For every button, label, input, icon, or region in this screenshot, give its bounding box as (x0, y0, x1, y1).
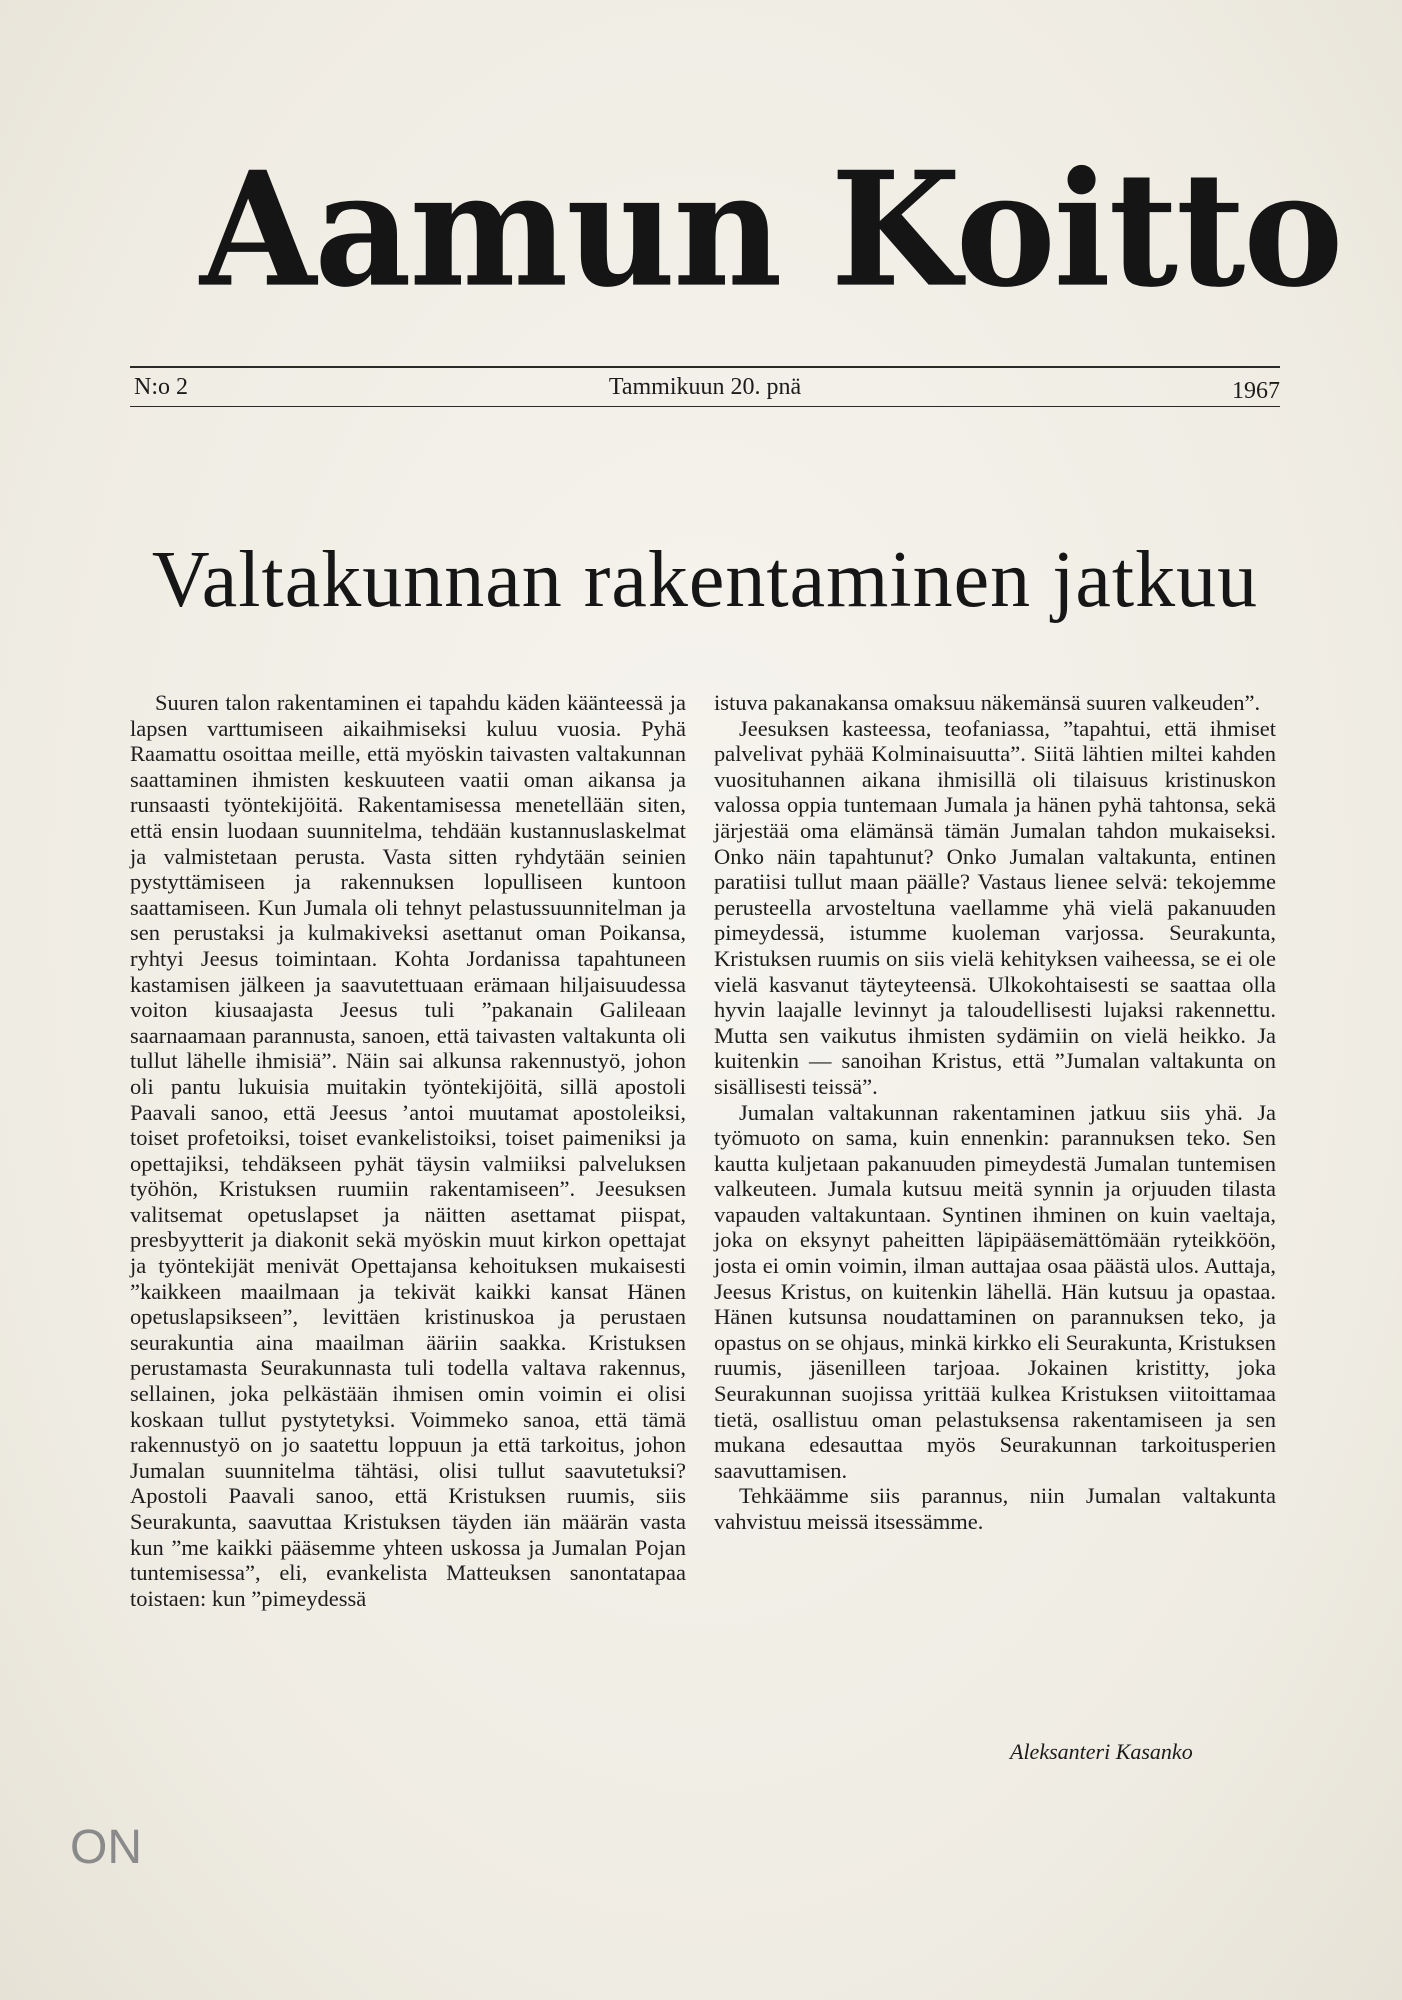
issue-info-row (130, 370, 1280, 404)
article-paragraph: Tehkäämme siis parannus, niin Jumalan valtakunta vahvistuu meissä itsessämme. (714, 1483, 1276, 1534)
article-headline: Valtakunnan rakentaminen jatkuu (151, 536, 1259, 624)
article-paragraph: Suuren talon rakentaminen ei tapahdu käden käänteessä ja lapsen varttumiseen aikaihmiseksi kuluu vuosia. Pyhä Raamattu osoittaa meille, että myöskin taivasten valtakunnan saattaminen ihmisten keskuuteen vaatii oman aikansa ja runsaasti työntekijöitä. Rakentamisessa menetellään siten, että ensin luodaan suunnitelma, tehdään kustannuslaskelmat ja valmistetaan perusta. Vasta sitten ryhdytään seinien pystyttämiseen ja rakennuksen lopulliseen kuntoon saattamiseen. Kun Jumala oli tehnyt pelastussuunnitelman ja sen perustaksi ja kulmakiveksi asettanut oman Poikansa, ryhtyi Jeesus toimintaan. Kohta Jordanissa tapahtuneen kastamisen jälkeen ja saavutettuaan erämaan hiljaisuudessa voiton kiusaajasta Jeesus tuli ”pakanain Galileaan saarnaamaan parannusta, sanoen, että taivasten valtakunta oli tullut lähelle ihmisiä”. Näin sai alkunsa rakennustyö, johon oli pantu lukuisia muitakin työntekijöitä, sillä apostoli Paavali sanoo, että Jeesus ’antoi muutamat apostoleiksi, toiset profetoiksi, toiset evankelistoiksi, toiset paimeniksi ja opettajiksi, tehdäkseen pyhät täysin valmiiksi palveluksen työhön, Kristuksen ruumiin rakentamiseen”. Jeesuksen valitsemat opetuslapset ja näitten asettamat piispat, presbyytterit ja diakonit sekä myöskin muut kirkon opettajat ja työntekijät menivät Opettajansa kehoituksen mukaisesti ”kaikkeen maailmaan ja tekivät kaikki kansat Hänen opetuslapsikseen”, levittäen kristinuskoa ja perustaen seurakuntia aina maailman ääriin saakka. Kristuksen perustamasta Seurakunnasta tuli todella valtava rakennus, sellainen, joka pelkästään ihmisen omin voimin ei olisi koskaan tullut pystytetyksi. Voimmeko sanoa, että tämä rakennustyö on jo saatettu loppuun ja että tarkoitus, johon Jumalan suunnitelma tähtäsi, olisi tullut saavutetuksi? Apostoli Paavali sanoo, että Kristuksen ruumis, siis Seurakunta, saavuttaa Kristuksen täyden iän määrän vasta kun ”me kaikki pääsemme yhteen uskossa ja Jumalan Pojan tuntemisessa”, eli, evankelista Matteuksen sanontatapaa toistaen: kun ”pimeydessä (130, 690, 686, 1611)
masthead-rule-bottom (130, 406, 1280, 407)
masthead-title: Aamun Koitto (200, 137, 1342, 323)
article-paragraph: Jumalan valtakunnan rakentaminen jatkuu siis yhä. Ja työmuoto on sama, kuin ennenkin: parannuksen teko. Sen kautta kuljetaan pakanuuden pimeydestä Jumalan tuntemisen valkeuteen. Jumala kutsuu meitä synnin ja orjuuden tilasta vapauden valtakuntaan. Syntinen ihminen on kuin vaeltaja, joka on eksynyt paheitten läpipääsemättömään ryteikköön, josta ei omin voimin, ilman auttajaa osaa päästä ulos. Auttaja, Jeesus Kristus, on kuitenkin lähellä. Hän kutsuu ja opastaa. Hänen kutsunsa noudattaminen on parannuksen teko, ja opastus on se ohjaus, minkä kirkko eli Seurakunta, Kristuksen ruumis, jäsenilleen tarjoaa. Jokainen kristitty, joka Seurakunnan suojissa yrittää kulkea Kristuksen viitoittamaa tietä, osallistuu oman pelastuksensa rakentamiseen ja sen mukana edesauttaa myös Seurakunnan tarkoitusperien saavuttamisen. (714, 1099, 1276, 1483)
issue-year: 1967 (1232, 378, 1280, 404)
issue-number: N:o 2 (134, 374, 188, 400)
article-author: Aleksanteri Kasanko (1010, 1739, 1193, 1764)
article-paragraph: istuva pakanakansa omaksuu näkemänsä suuren valkeuden”. (714, 690, 1261, 715)
article-paragraph: Jeesuksen kasteessa, teofaniassa, ”tapahtui, että ihmiset palvelivat pyhää Kolminaisuutta”. Siitä lähtien miltei kahden vuosituhannen aikana ihmisillä oli tilaisuus kristinuskon valossa oppia tuntemaan Jumala ja hänen pyhä tahtonsa, sekä järjestää oma elämänsä tämän Jumalan tahdon mukaiseksi. Onko näin tapahtunut? Onko Jumalan valtakunta, entinen paratiisi tullut maan päälle? Vastaus lienee selvä: tekojemme perusteella arvosteltuna vaellamme yhä vielä pakanuuden pimeydessä, istumme kuoleman varjossa. Seurakunta, Kristuksen ruumis on siis vielä kehityksen vaiheessa, se ei ole vielä kasvanut täyteyteensä. Ulkokohtaisesti se saattaa olla hyvin laajalle levinnyt ja taloudellisesti lujaksi rakennettu. Mutta sen vaikutus ihmisten sydämiin on vielä heikko. Ja kuitenkin — sanoihan Kristus, että ”Jumalan valtakunta on sisällisesti teissä”. (714, 715, 1276, 1099)
archive-stamp: ON (70, 1821, 142, 1874)
issue-date: Tammikuun 20. pnä (608, 374, 802, 400)
masthead-rule-top (130, 366, 1280, 368)
article-column-left (130, 690, 686, 1611)
article-column-right (714, 690, 1276, 1535)
